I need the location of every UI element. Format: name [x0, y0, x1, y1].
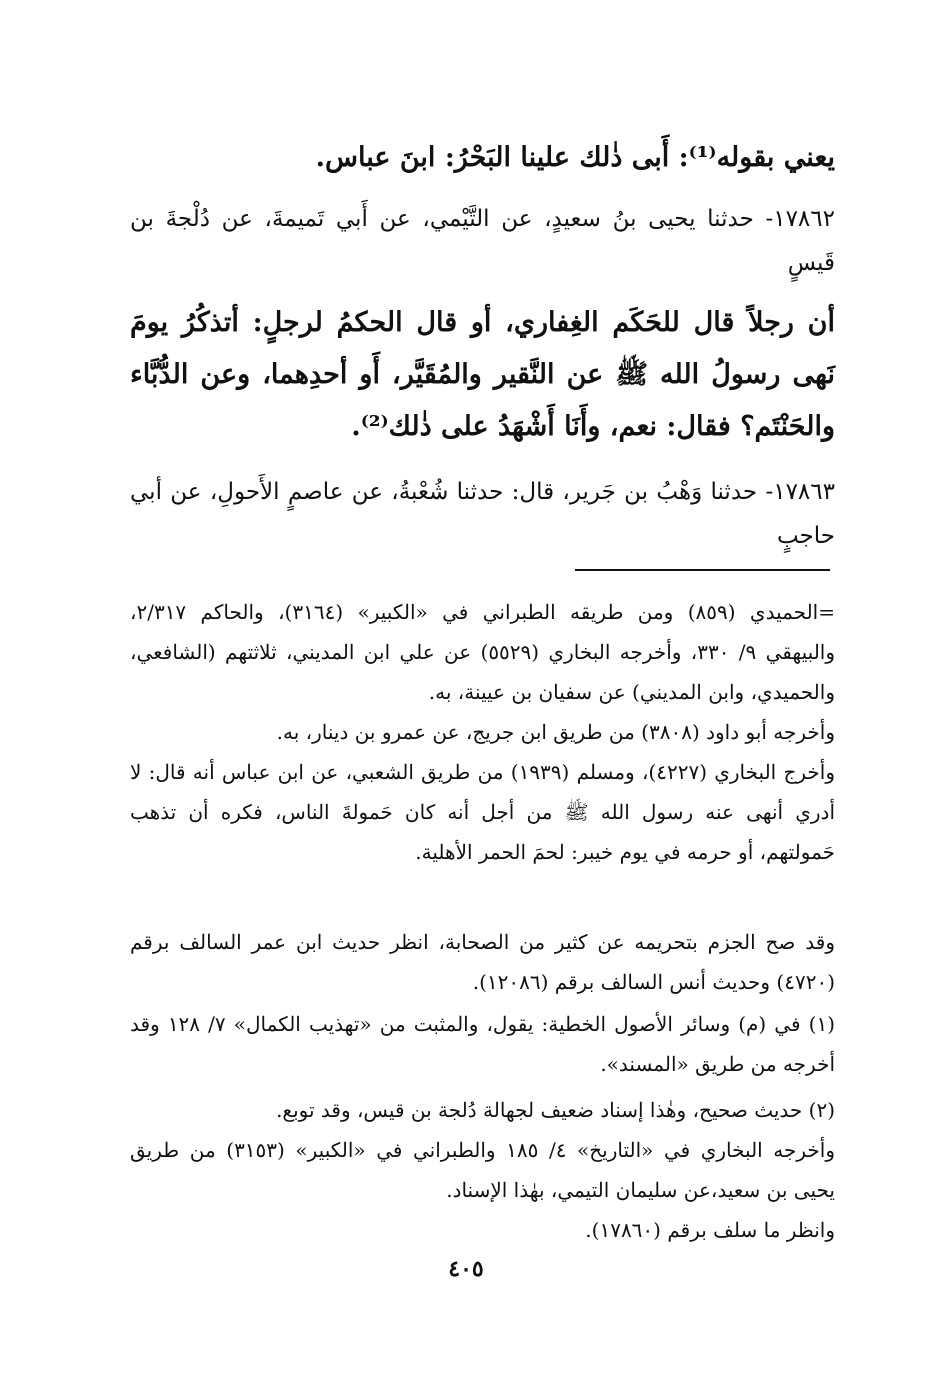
hadith-text-continuation: يعني بقوله⁽¹⁾: أَبى ذٰلك علينا البَحْرُ: ابنَ عباس.	[315, 142, 835, 173]
footnote-2-cross-ref: وانظر ما سلف برقم (١٧٨٦٠).	[585, 1218, 835, 1242]
footnote-sahaba: وقد صح الجزم بتحريمه عن كثير من الصحابة، انظر حديث ابن عمر السالف برقم (٤٧٢٠) وحديث أنس السالف برقم (١٢٠٨٦).	[130, 930, 835, 994]
footnote-bukhari-muslim: وأخرج البخاري (٤٢٢٧)، ومسلم (١٩٣٩) من طريق الشعبي، عن ابن عباس أنه قال: لا أدري أنهى عنه رسول الله ﷺ من أجل أنه كان حَمولةَ الناس، فكره أن تذهب حَمولتهم، أو حرمه في يوم خيبر: لحمَ الحمر الأهلية.	[130, 760, 835, 864]
isnad-17862: ١٧٨٦٢- حدثنا يحيى بنُ سعيدٍ، عن التَّيْمي، عن أَبي تَميمةَ، عن دُلْجةَ بن قَيسٍ	[130, 206, 835, 276]
footnote-1: (١) في (م) وسائر الأصول الخطية: يقول، والمثبت من «تهذيب الكمال» ٧/ ١٢٨ وقد أخرجه من طريق «المسند».	[130, 1012, 835, 1076]
footnote-2: (٢) حديث صحيح، وهٰذا إسناد ضعيف لجهالة دُلجة بن قيس، وقد توبع.	[276, 1098, 835, 1122]
matn-17862: أن رجلاً قال للحَكَم الغِفاري، أو قال الحكمُ لرجلٍ: أتذكُرُ يومَ نَهى رسولُ الله ﷺ عن النَّقير والمُقَيَّر، أَو أحدِهما، وعن الدُّبَّاء والحَنْتَم؟ فقال: نعم، وأَنَا أَشْهَدُ على ذٰلك⁽²⁾.	[130, 307, 835, 442]
footnote-2-takhrij: وأخرجه البخاري في «التاريخ» ٤/ ١٨٥ والطبراني في «الكبير» (٣١٥٣) من طريق يحيى بن سعيد،عن سليمان التيمي، بهٰذا الإسناد.	[130, 1138, 835, 1202]
isnad-17863: ١٧٨٦٣- حدثنا وَهْبُ بن جَرير، قال: حدثنا شُعْبةُ، عن عاصمٍ الأَحولِ، عن أبي حاجبٍ	[130, 479, 835, 549]
footnote-separator	[575, 569, 830, 571]
footnote-abu-dawud: وأخرجه أبو داود (٣٨٠٨) من طريق ابن جريج، عن عمرو بن دينار، به.	[276, 720, 835, 744]
page-number: ٤٠٥	[448, 1256, 484, 1282]
footnote-continuation: =الحميدي (٨٥٩) ومن طريقه الطبراني في «الكبير» (٣١٦٤)، والحاكم ٢/٣١٧، والبيهقي ٩/ ٣٣٠، وأخرجه البخاري (٥٥٢٩) عن علي ابن المديني، ثلاثتهم (الشافعي، والحميدي، وابن المديني) عن سفيان بن عيينة، به.	[130, 600, 836, 704]
